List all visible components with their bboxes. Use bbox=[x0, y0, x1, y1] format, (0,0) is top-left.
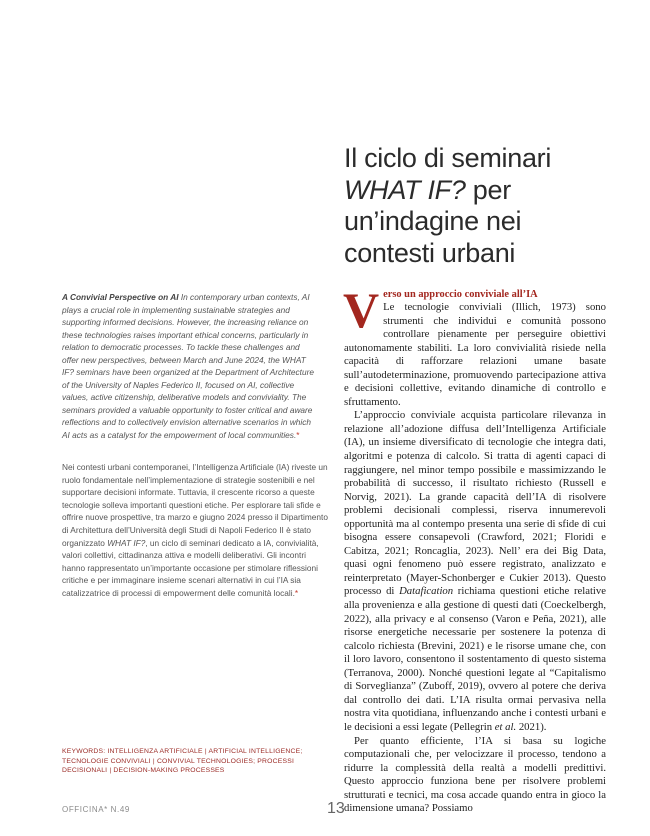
title-line-3: un’indagine nei bbox=[344, 206, 522, 236]
paragraph-2-italic: Datafication bbox=[399, 585, 454, 598]
page-number: 13 bbox=[327, 800, 345, 817]
italian-summary bbox=[62, 461, 328, 600]
title-italic-series: WHAT IF? bbox=[344, 174, 466, 205]
summary-star-icon: * bbox=[294, 587, 299, 598]
title-line-4: contesti urbani bbox=[344, 237, 516, 268]
paragraph-2-italic-2: et al. bbox=[494, 720, 517, 733]
keywords: KEYWORDS: INTELLIGENZA ARTIFICIALE | ARTIFICIAL INTELLIGENCE; TECNOLOGIE CONVIVIALI | CONVIVIAL TECHNOLOGIES; PROCESSI DECISIONALI | DECISION-MAKING PROCESSES bbox=[62, 748, 303, 775]
english-abstract bbox=[62, 291, 317, 441]
article-title bbox=[344, 143, 634, 269]
summary-text-b: , un ciclo di seminari dedicato a IA, convivialità, valori collettivi, cittadinanza attiva e modelli deliberativi. Gli incontri hanno rappresentato un’importante occasione per stimolare riflessioni critiche e per immaginare insieme scenari alternativi in cui l’IA sia catalizzatrice di processi di empowerment delle comunità locali. bbox=[62, 537, 319, 598]
paragraph-2-a: L’approccio conviviale acquista particolare rilevanza in relazione all’adozione diffusa dell’Intelligenza Artificiale (IA), un insieme diversificato di tecnologie che integra dati, algoritmi e potenza di calcolo. Si tratta di agenti capaci di raggiungere, nel minor tempo possibile e massimizzando le probabilità di successo, il risultato richiesto (Russell e Norvig, 2021). La grande capacità dell’IA di risolvere problemi decisionali complessi, riserva innumerevoli opportunità ma al contempo presenta una serie di sfide di cui bisogna essere consapevoli (Crawford, 2021; Floridi e Cabitza, 2021; Roncaglia, 2023). Nell’ era dei Big Data, quasi ogni fenomeno può essere registrato, analizzato e reinterpretato (Mayer-Schonberger e Cukier 2013). Questo processo di bbox=[344, 409, 606, 598]
paragraph-2 bbox=[344, 409, 606, 734]
abstract-star-icon: * bbox=[296, 429, 300, 440]
paragraph-1: Le tecnologie conviviali (Illich, 1973) sono strumenti che individui e comunità possono controllare pienamente per perseguire obiettivi autonomamente stabiliti. La loro convivialità risiede nella capacità di rafforzare relazioni umane basate sull’autodeterminazione, promuovendo partecipazione attiva e decisioni collettive, evitando dinamiche di controllo e sfruttamento. bbox=[344, 301, 606, 408]
title-line-2-rest: per bbox=[465, 174, 511, 205]
paragraph-2-b: richiama questioni etiche relative alla provenienza e alla gestione di questi dati (Coeckelbergh, 2022), alla privacy e al consenso (Varon e Peña, 2021), alle risorse energetiche necessarie per sostenere la potenza di calcolo richiesta (Brevini, 2021) e le risorse umane che, con il loro lavoro, consentono il sostentamento di questo sistema (Terranova, 2000). Nonché questioni legate al “Capitalismo di Sorveglianza” (Zuboff, 2019), ovvero al potere che deriva dal controllo dei dati. L’IA risulta ormai pervasiva nella nostra vita quotidiana, influenzando anche i contesti urbani e le decisioni a essi legate (Pellegrin bbox=[344, 585, 606, 733]
abstract-text: In contemporary urban contexts, AI plays a crucial role in implementing sustainable strategies and supporting informed decisions. However, the increasing reliance on these technologies raises important ethical concerns, particularly in relation to democratic processes. To tackle these challenges and offer new perspectives, between March and June 2024, the WHAT IF? seminars have been organized at the Department of Architecture of the University of Naples Federico II, focused on AI, collective values, active citizenship, deliberative models and conviviality. The seminars provided a valuable opportunity to foster critical and aware reflections and to collectively envision alternative scenarios in which AI acts as a catalyst for the empowerment of local communities. bbox=[62, 292, 314, 440]
title-line-1: Il ciclo di seminari bbox=[344, 143, 552, 173]
summary-text-a: Nei contesti urbani contemporanei, l’Intelligenza Artificiale (IA) riveste un ruolo fondamentale nell’implementazione di strategie sostenibili e nel supportare decisioni informate. Tuttavia, il crescente ricorso a queste tecnologie solleva importanti questioni etiche. Per esplorare tali sfide e offrire nuove prospettive, tra marzo e giugno 2024 presso il Dipartimento di Architettura dell’Università degli Studi di Napoli Federico II è stato organizzato bbox=[62, 462, 328, 548]
paragraph-3: Per quanto efficiente, l’IA si basa su logiche computazionali che, per velocizzare il processo, tendono a ridurre la complessità della realtà a modelli predittivi. Questo approccio funziona bene per risolvere problemi strutturati e tecnici, ma cosa accade quando entra in gioco la dimensione umana? Possiamo bbox=[344, 734, 606, 815]
journal-footer: OFFICINA* N.49 bbox=[62, 805, 130, 814]
drop-cap: V bbox=[343, 282, 380, 338]
summary-italic: WHAT IF? bbox=[107, 537, 146, 548]
paragraph-2-c: 2021). bbox=[516, 720, 547, 733]
section-heading: erso un approccio conviviale all’IA bbox=[383, 289, 538, 300]
abstract-lead: A Convivial Perspective on AI bbox=[62, 292, 179, 302]
article-body bbox=[344, 284, 606, 816]
